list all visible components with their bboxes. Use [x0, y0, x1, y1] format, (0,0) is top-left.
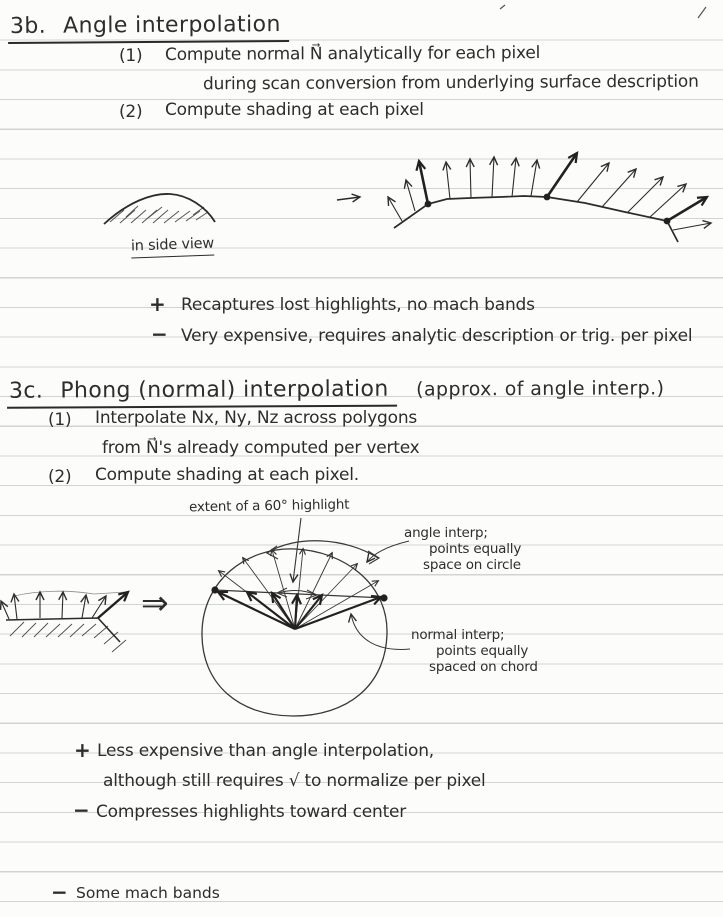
side-view-caption: in side view [131, 237, 215, 259]
angle-interp-label: points equally [429, 541, 522, 557]
note-line: Compute normal N⃗ analytically for each pixel [164, 43, 541, 65]
item-number: (1) [119, 46, 143, 66]
chord-normals-diagram [1, 591, 128, 652]
item-number: (2) [119, 102, 143, 122]
angle-interp-label: space on circle [423, 557, 521, 573]
bullet-line: Some mach bands [76, 884, 220, 902]
angle-interp-label: angle interp; [404, 525, 488, 541]
section-3c-heading [7, 376, 665, 409]
bullet-line: although still requires √ to normalize per pixel [103, 771, 486, 791]
section-3c-title: Phong (normal) interpolation [60, 376, 389, 404]
bullet-sign: − [73, 798, 90, 822]
section-3b-number: 3b. [9, 13, 47, 39]
bullet-sign: + [74, 738, 91, 762]
note-line: Compute shading at each pixel [165, 100, 424, 120]
note-line: Interpolate Nx, Ny, Nz across polygons [95, 408, 418, 428]
section-3b-heading [8, 13, 289, 44]
bullet-line: Compresses highlights toward center [96, 802, 407, 822]
extent-label: extent of a 60° highlight [188, 496, 350, 516]
side-view-surface [104, 194, 215, 224]
section-3c-number: 3c. [8, 378, 44, 404]
section-3b-title: Angle interpolation [63, 12, 281, 39]
note-line: during scan conversion from underlying surface description [202, 71, 699, 95]
normal-interp-label: points equally [436, 643, 529, 659]
item-number: (1) [48, 410, 72, 430]
bullet-sign: − [51, 880, 68, 904]
item-number: (2) [48, 467, 72, 487]
bullet-line: Recaptures lost highlights, no mach bands [181, 295, 535, 315]
note-line: from N⃗'s already computed per vertex [102, 438, 420, 458]
bullet-line: Less expensive than angle interpolation, [97, 741, 435, 761]
section-3c-note: (approx. of angle interp.) [416, 377, 665, 401]
bullet-sign: + [149, 292, 166, 316]
polygon-normals-diagram [388, 153, 711, 242]
bullet-sign: − [151, 322, 168, 346]
note-line: Compute shading at each pixel. [95, 465, 359, 485]
normal-interp-label: spaced on chord [429, 659, 538, 675]
implies-arrow: ⇒ [141, 583, 169, 622]
transform-arrow [337, 197, 360, 200]
normal-interp-label: normal interp; [411, 627, 505, 643]
bullet-line: Very expensive, requires analytic description or trig. per pixel [181, 326, 693, 346]
scan-specks [500, 5, 706, 18]
circle-diagram [202, 518, 410, 716]
